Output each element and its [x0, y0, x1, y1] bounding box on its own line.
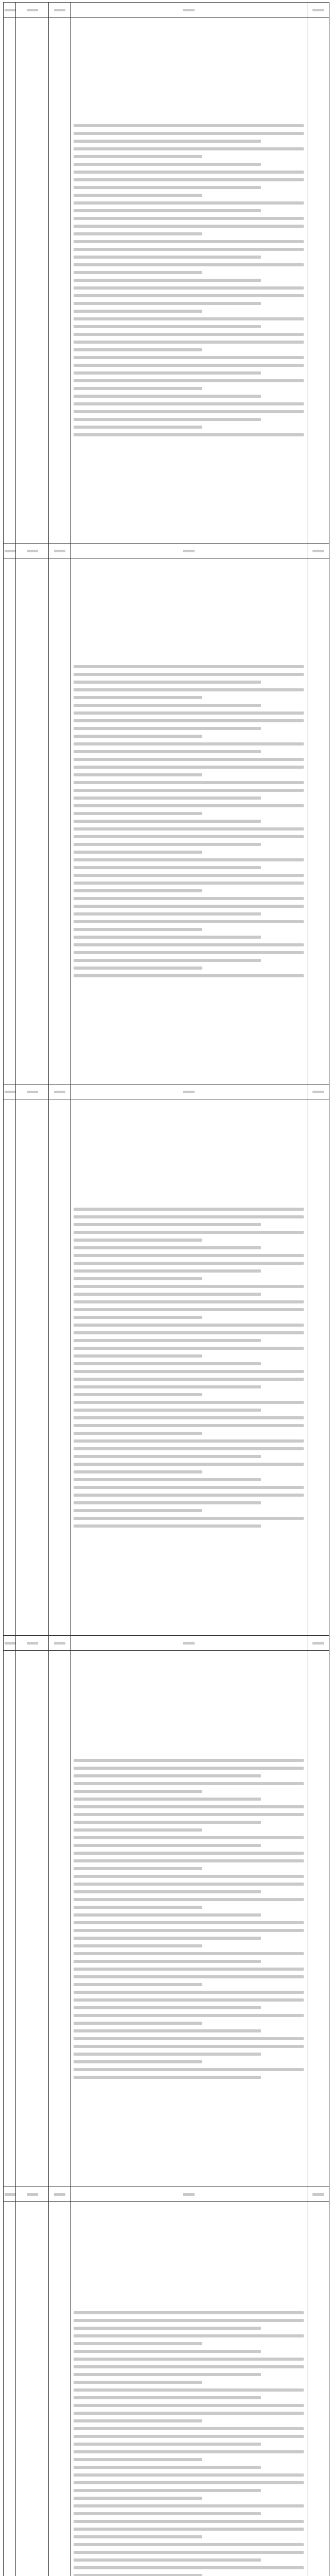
text-placeholder	[74, 1952, 304, 1955]
text-placeholder	[74, 1913, 261, 1917]
text-placeholder	[74, 820, 261, 823]
text-placeholder	[74, 766, 304, 769]
header-cell	[71, 544, 307, 558]
text-placeholder	[74, 727, 261, 730]
text-placeholder	[74, 889, 202, 892]
text-placeholder	[74, 866, 261, 869]
text-placeholder	[74, 2029, 261, 2032]
text-placeholder	[74, 1409, 261, 1412]
text-placeholder	[5, 1091, 16, 1093]
table-cell	[307, 2202, 329, 2576]
table-cell	[307, 1099, 329, 1636]
text-placeholder	[74, 1324, 304, 1327]
text-placeholder	[74, 286, 304, 290]
text-placeholder	[27, 550, 38, 552]
text-placeholder	[74, 1424, 304, 1427]
table-cell	[71, 1651, 307, 2187]
text-placeholder	[74, 333, 304, 336]
text-placeholder	[74, 1223, 261, 1226]
text-placeholder	[74, 201, 304, 205]
table-cell	[4, 2202, 16, 2576]
header-cell	[49, 1084, 71, 1099]
text-placeholder	[74, 2388, 304, 2392]
text-placeholder	[74, 704, 261, 707]
header-cell	[16, 3, 49, 18]
text-placeholder	[74, 371, 261, 375]
text-placeholder	[74, 379, 304, 382]
text-placeholder	[74, 209, 261, 212]
text-placeholder	[74, 905, 304, 908]
text-placeholder	[74, 171, 304, 174]
header-cell	[49, 2187, 71, 2202]
text-placeholder	[74, 1921, 304, 1924]
text-placeholder	[74, 959, 261, 962]
text-placeholder	[74, 1486, 304, 1489]
text-placeholder	[27, 9, 38, 11]
text-placeholder	[74, 1254, 304, 1257]
text-placeholder	[74, 1308, 304, 1311]
text-placeholder	[74, 395, 261, 398]
text-placeholder	[74, 310, 202, 313]
text-placeholder	[74, 2481, 304, 2484]
text-placeholder	[74, 1331, 304, 1334]
text-placeholder	[74, 271, 202, 274]
text-placeholder	[74, 1759, 304, 1762]
text-placeholder	[74, 2327, 261, 2330]
text-placeholder	[74, 843, 261, 846]
text-placeholder	[74, 1898, 304, 1901]
header-cell	[307, 2187, 329, 2202]
text-placeholder	[74, 433, 304, 436]
text-placeholder	[74, 1517, 304, 1520]
table-body	[4, 3, 329, 2576]
text-placeholder	[74, 1269, 261, 1273]
text-placeholder	[74, 263, 304, 266]
text-placeholder	[74, 1509, 202, 1512]
text-placeholder	[74, 2504, 304, 2507]
text-placeholder	[74, 688, 304, 691]
text-placeholder	[74, 2365, 304, 2368]
text-placeholder	[74, 2053, 261, 2056]
text-placeholder	[74, 1867, 202, 1870]
text-placeholder	[74, 2350, 261, 2353]
text-placeholder	[312, 9, 324, 11]
text-placeholder	[74, 1293, 261, 1296]
text-placeholder	[54, 2193, 65, 2196]
text-placeholder	[74, 1494, 304, 1497]
text-placeholder	[74, 1790, 202, 1793]
header-cell	[4, 544, 16, 558]
text-placeholder	[74, 735, 202, 738]
text-placeholder	[74, 317, 304, 320]
table-cell	[16, 18, 49, 544]
header-cell	[307, 544, 329, 558]
table-cell	[4, 558, 16, 1084]
table-cell	[4, 1651, 16, 2187]
text-placeholder	[74, 2473, 304, 2477]
text-placeholder	[74, 410, 304, 413]
text-placeholder	[74, 2412, 304, 2415]
text-placeholder	[74, 163, 261, 166]
text-placeholder	[74, 2512, 261, 2515]
text-placeholder	[74, 248, 304, 251]
text-placeholder	[74, 1852, 304, 1855]
text-placeholder	[74, 2574, 202, 2576]
table-cell	[71, 558, 307, 1084]
text-placeholder	[74, 1798, 261, 1801]
text-placeholder	[74, 2014, 304, 2017]
text-placeholder	[74, 1470, 202, 1473]
table-cell	[307, 1651, 329, 2187]
text-placeholder	[74, 194, 202, 197]
text-placeholder	[74, 696, 202, 699]
text-placeholder	[74, 1975, 304, 1978]
text-placeholder	[27, 1642, 38, 1645]
text-placeholder	[74, 178, 304, 181]
text-placeholder	[74, 874, 304, 877]
header-cell	[4, 1636, 16, 1651]
text-placeholder	[74, 1844, 261, 1847]
text-placeholder	[74, 2558, 261, 2562]
text-placeholder	[74, 665, 304, 668]
text-placeholder	[74, 1231, 304, 1234]
text-placeholder	[74, 1937, 261, 1940]
text-placeholder	[74, 1782, 304, 1785]
text-placeholder	[74, 132, 304, 135]
text-placeholder	[74, 1890, 261, 1893]
text-placeholder	[74, 140, 261, 143]
table-header-row	[4, 1636, 329, 1651]
text-placeholder	[74, 967, 202, 970]
text-placeholder	[74, 1828, 202, 1832]
text-placeholder	[74, 1316, 202, 1319]
text-placeholder	[74, 2381, 202, 2384]
text-placeholder	[74, 2045, 304, 2048]
text-placeholder	[5, 1642, 16, 1645]
text-placeholder	[74, 851, 202, 854]
table-header-row	[4, 1084, 329, 1099]
text-placeholder	[74, 1968, 304, 1971]
header-cell	[49, 1636, 71, 1651]
table-row	[4, 2202, 329, 2576]
text-placeholder	[74, 1774, 261, 1777]
text-placeholder	[74, 936, 261, 939]
text-placeholder	[74, 796, 261, 800]
text-placeholder	[74, 217, 304, 220]
text-placeholder	[74, 1960, 261, 1963]
table-cell	[49, 2202, 71, 2576]
text-placeholder	[74, 1463, 304, 1466]
text-placeholder	[74, 681, 261, 684]
text-placeholder	[74, 1439, 304, 1443]
text-placeholder	[74, 1354, 202, 1358]
text-placeholder	[74, 2358, 304, 2361]
header-cell	[16, 544, 49, 558]
header-cell	[307, 1636, 329, 1651]
text-placeholder	[74, 240, 304, 243]
text-placeholder	[74, 1998, 304, 2002]
text-placeholder	[74, 418, 261, 421]
header-cell	[307, 3, 329, 18]
table-row	[4, 1099, 329, 1636]
text-placeholder	[74, 2076, 261, 2079]
text-placeholder	[183, 1091, 195, 1093]
text-placeholder	[74, 294, 304, 297]
text-placeholder	[74, 1401, 304, 1404]
text-placeholder	[74, 758, 304, 761]
text-placeholder	[74, 1983, 202, 1986]
text-placeholder	[74, 2435, 304, 2438]
text-placeholder	[5, 550, 16, 552]
table-cell	[4, 1099, 16, 1636]
text-placeholder	[54, 1091, 65, 1093]
text-placeholder	[74, 325, 261, 328]
text-placeholder	[74, 2427, 304, 2430]
text-placeholder	[74, 2497, 202, 2500]
table-cell	[49, 558, 71, 1084]
text-placeholder	[74, 1246, 261, 1249]
text-placeholder	[74, 2334, 304, 2337]
text-placeholder	[74, 2466, 261, 2469]
text-placeholder	[74, 1362, 261, 1365]
text-placeholder	[74, 1929, 304, 1932]
text-placeholder	[74, 827, 304, 831]
text-placeholder	[74, 2458, 202, 2461]
text-placeholder	[74, 387, 202, 390]
text-placeholder	[74, 279, 261, 282]
text-placeholder	[74, 1478, 261, 1481]
text-placeholder	[5, 2193, 16, 2196]
text-placeholder	[54, 1642, 65, 1645]
text-placeholder	[312, 550, 324, 552]
text-placeholder	[74, 1393, 202, 1396]
text-placeholder	[74, 2404, 304, 2407]
text-placeholder	[74, 858, 304, 861]
text-placeholder	[74, 1906, 202, 1909]
text-placeholder	[183, 2193, 195, 2196]
text-placeholder	[74, 897, 304, 900]
text-placeholder	[74, 882, 304, 885]
table-cell	[307, 18, 329, 544]
text-placeholder	[74, 356, 304, 359]
text-placeholder	[74, 2551, 304, 2554]
text-placeholder	[74, 912, 261, 916]
text-placeholder	[74, 341, 304, 344]
table-cell	[49, 1099, 71, 1636]
text-placeholder	[74, 2419, 202, 2422]
text-placeholder	[74, 2443, 261, 2446]
text-placeholder	[74, 812, 202, 815]
text-placeholder	[74, 2060, 202, 2063]
text-placeholder	[54, 9, 65, 11]
text-placeholder	[312, 1091, 324, 1093]
text-placeholder	[74, 1813, 304, 1816]
text-placeholder	[74, 920, 304, 923]
text-placeholder	[183, 550, 195, 552]
responsibility-table	[3, 2, 329, 2576]
text-placeholder	[74, 1501, 261, 1504]
table-row	[4, 558, 329, 1084]
text-placeholder	[74, 1859, 304, 1862]
table-row	[4, 18, 329, 544]
text-placeholder	[74, 673, 304, 676]
text-placeholder	[74, 225, 304, 228]
text-placeholder	[74, 1370, 304, 1373]
text-placeholder	[74, 1285, 304, 1288]
table-cell	[4, 18, 16, 544]
text-placeholder	[74, 1239, 202, 1242]
header-cell	[71, 1084, 307, 1099]
table-cell	[49, 1651, 71, 2187]
text-placeholder	[74, 155, 202, 158]
text-placeholder	[74, 2543, 304, 2546]
table-cell	[16, 2202, 49, 2576]
text-placeholder	[74, 2528, 304, 2531]
text-placeholder	[74, 2566, 304, 2569]
text-placeholder	[74, 781, 304, 784]
text-placeholder	[74, 1339, 261, 1342]
header-cell	[71, 2187, 307, 2202]
header-cell	[4, 2187, 16, 2202]
text-placeholder	[312, 2193, 324, 2196]
text-placeholder	[74, 1416, 304, 1419]
text-placeholder	[74, 928, 202, 931]
text-placeholder	[74, 1805, 304, 1808]
text-placeholder	[74, 719, 304, 722]
text-placeholder	[74, 1262, 304, 1265]
header-cell	[71, 1636, 307, 1651]
table-cell	[307, 558, 329, 1084]
text-placeholder	[74, 789, 304, 792]
text-placeholder	[74, 1821, 261, 1824]
text-placeholder	[74, 951, 304, 954]
text-placeholder	[74, 1385, 261, 1388]
header-cell	[71, 3, 307, 18]
text-placeholder	[74, 1524, 261, 1528]
table-cell	[71, 2202, 307, 2576]
header-cell	[4, 1084, 16, 1099]
text-placeholder	[5, 9, 16, 11]
text-placeholder	[74, 773, 202, 776]
table-header-row	[4, 3, 329, 18]
header-cell	[4, 3, 16, 18]
text-placeholder	[74, 2450, 304, 2453]
header-cell	[307, 1084, 329, 1099]
header-cell	[16, 1636, 49, 1651]
text-placeholder	[74, 1215, 304, 1218]
text-placeholder	[74, 2342, 202, 2345]
text-placeholder	[74, 974, 304, 977]
table-header-row	[4, 2187, 329, 2202]
header-cell	[49, 544, 71, 558]
text-placeholder	[74, 426, 202, 429]
text-placeholder	[74, 1347, 304, 1350]
text-placeholder	[74, 2037, 304, 2040]
text-placeholder	[74, 147, 304, 150]
text-placeholder	[74, 1447, 304, 1450]
text-placeholder	[74, 1300, 304, 1303]
text-placeholder	[74, 1991, 304, 1994]
table-row	[4, 1651, 329, 2187]
text-placeholder	[74, 1432, 202, 1435]
text-placeholder	[74, 742, 304, 745]
text-placeholder	[74, 2535, 202, 2538]
text-placeholder	[27, 1091, 38, 1093]
table-cell	[71, 1099, 307, 1636]
text-placeholder	[74, 1208, 304, 1211]
header-cell	[16, 1084, 49, 1099]
text-placeholder	[74, 1767, 304, 1770]
text-placeholder	[27, 2193, 38, 2196]
text-placeholder	[74, 124, 304, 127]
text-placeholder	[74, 2068, 304, 2071]
text-placeholder	[74, 348, 202, 351]
text-placeholder	[74, 1277, 202, 1280]
text-placeholder	[74, 186, 261, 189]
table-header-row	[4, 544, 329, 558]
text-placeholder	[183, 1642, 195, 1645]
text-placeholder	[74, 2373, 261, 2376]
text-placeholder	[312, 1642, 324, 1645]
text-placeholder	[74, 2520, 304, 2523]
text-placeholder	[74, 2396, 261, 2399]
text-placeholder	[74, 2311, 304, 2314]
table-cell	[16, 1651, 49, 2187]
table-cell	[16, 558, 49, 1084]
text-placeholder	[74, 1883, 304, 1886]
header-cell	[16, 2187, 49, 2202]
text-placeholder	[74, 256, 261, 259]
text-placeholder	[74, 1875, 304, 1878]
table-cell	[71, 18, 307, 544]
table-cell	[49, 18, 71, 544]
text-placeholder	[74, 943, 304, 946]
text-placeholder	[74, 1944, 202, 1947]
text-placeholder	[74, 804, 304, 807]
text-placeholder	[74, 750, 261, 753]
table-cell	[16, 1099, 49, 1636]
text-placeholder	[74, 232, 202, 235]
text-placeholder	[74, 2489, 261, 2492]
text-placeholder	[74, 1836, 304, 1839]
text-placeholder	[54, 550, 65, 552]
text-placeholder	[74, 835, 304, 838]
text-placeholder	[74, 1378, 304, 1381]
text-placeholder	[74, 2006, 261, 2009]
text-placeholder	[74, 402, 304, 405]
text-placeholder	[74, 1455, 261, 1458]
text-placeholder	[74, 302, 261, 305]
text-placeholder	[74, 364, 304, 367]
text-placeholder	[183, 9, 195, 11]
text-placeholder	[74, 2319, 304, 2322]
header-cell	[49, 3, 71, 18]
text-placeholder	[74, 2022, 202, 2025]
text-placeholder	[74, 711, 304, 715]
